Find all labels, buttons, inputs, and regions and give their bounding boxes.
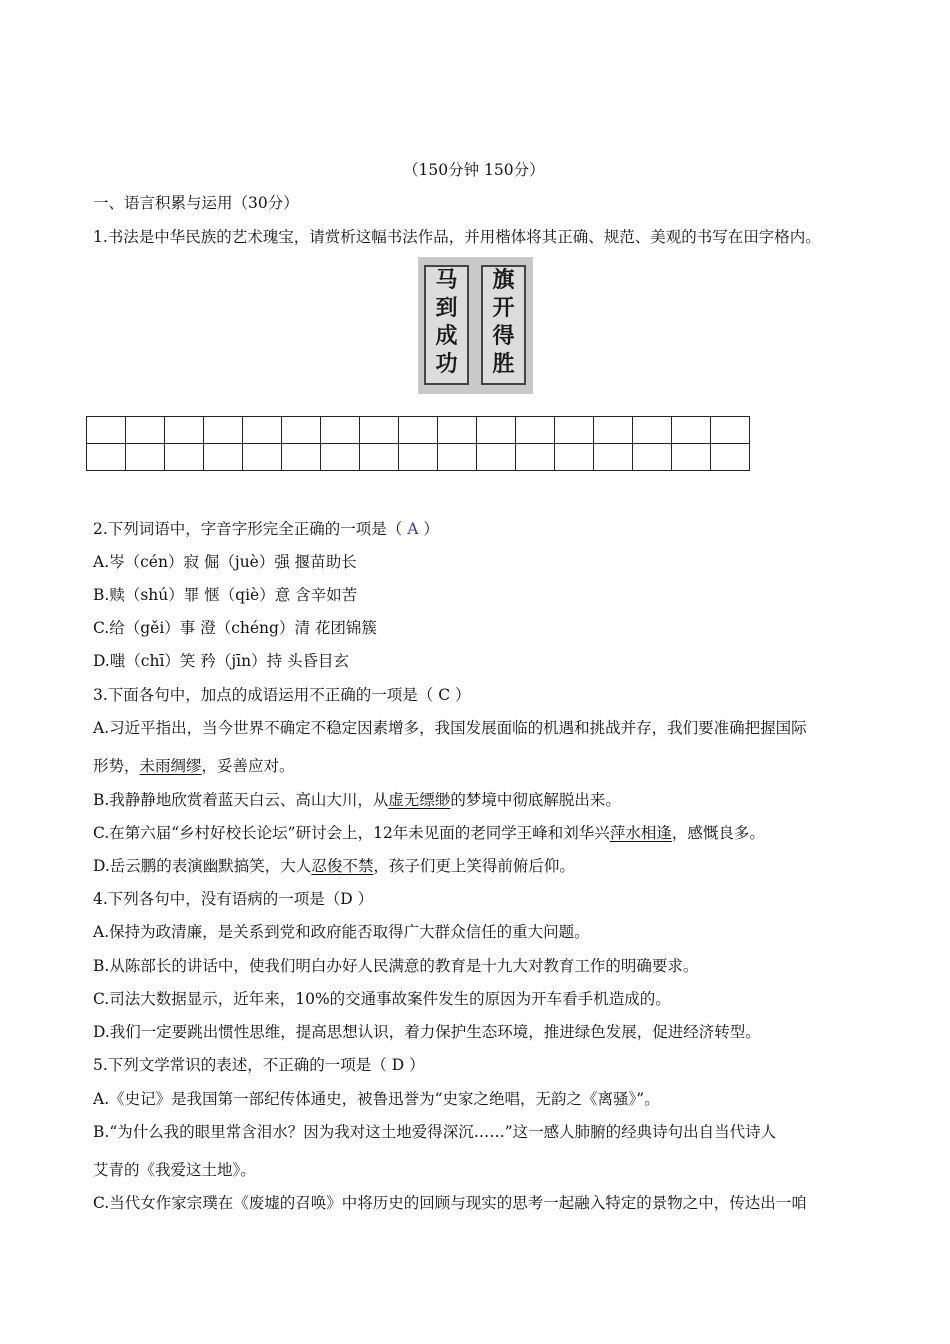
question-4-option-c: C.司法大数据显示，近年来，10%的交通事故案件发生的原因为开车看手机造成的。: [93, 990, 671, 1008]
question-5-option-b-line2: 艾青的《我爱这土地》。: [93, 1161, 256, 1179]
question-3-stem: 3.下面各句中，加点的成语运用不正确的一项是（ C ）: [93, 686, 471, 704]
calligraphy-left-panel: [424, 265, 469, 385]
question-4-option-d: D.我们一定要跳出惯性思维，提高思想认识，着力保护生态环境，推进绿色发展，促进经济转型。: [93, 1023, 761, 1041]
grid-cell[interactable]: [243, 444, 282, 471]
grid-cell[interactable]: [399, 417, 438, 444]
question-2-stem: [93, 519, 439, 539]
calligraphy-char: 旗: [492, 268, 515, 293]
grid-cell[interactable]: [555, 417, 594, 444]
text-segment: ，孩子们更上笑得前俯后仰。: [373, 857, 575, 875]
question-2-option-d: D.嗤（chī）笑 矜（jīn）持 头昏目玄: [93, 652, 350, 670]
question-5-option-c-line1: C.当代女作家宗璞在《废墟的召唤》中将历史的回顾与现实的思考一起融入特定的景物之中，传达出一咱: [93, 1194, 807, 1212]
text-segment: C.在第六届“乡村好校长论坛”研讨会上，12年未见面的老同学王峰和刘华兴: [93, 824, 610, 842]
grid-cell[interactable]: [516, 417, 555, 444]
grid-cell[interactable]: [126, 444, 165, 471]
question-3-option-a-line2: [93, 756, 295, 776]
question-3-option-c: [93, 823, 765, 843]
grid-cell[interactable]: [633, 444, 672, 471]
text-segment: 形势，: [93, 757, 140, 775]
grid-cell[interactable]: [399, 444, 438, 471]
idiom-underlined: 未雨绸缪: [139, 757, 202, 775]
question-2-answer: A: [407, 520, 419, 538]
text-segment: D.岳云鹏的表演幽默搞笑，大人: [93, 857, 312, 875]
idiom-underlined: 萍水相逢: [609, 824, 672, 842]
grid-cell[interactable]: [711, 444, 750, 471]
grid-cell[interactable]: [321, 444, 360, 471]
calligraphy-char: 马: [435, 268, 458, 293]
writing-grid: [86, 416, 750, 471]
grid-cell[interactable]: [516, 444, 555, 471]
calligraphy-right-panel: [481, 265, 526, 385]
text-segment: ，感慨良多。: [671, 824, 765, 842]
idiom-underlined: 虚无缥缈: [388, 791, 451, 809]
grid-cell[interactable]: [438, 417, 477, 444]
grid-cell[interactable]: [165, 417, 204, 444]
writing-grid-row: [87, 444, 750, 471]
section-title: 一、语言积累与运用（30分）: [93, 194, 299, 212]
question-2-option-c: C.给（gěi）事 澄（chéng）清 花团锦簇: [93, 619, 377, 637]
question-5-option-b-line1: B.“为什么我的眼里常含泪水？因为我对这土地爱得深沉……”这一感人肺腑的经典诗句出自当代诗人: [93, 1123, 777, 1141]
writing-grid-row: [87, 417, 750, 444]
question-3-option-d: [93, 856, 575, 876]
calligraphy-char: 胜: [492, 352, 515, 377]
question-5-option-a: A.《史记》是我国第一部纪传体通史，被鲁迅誉为“史家之绝唱，无韵之《离骚》”。: [93, 1090, 660, 1108]
text-segment: ，妥善应对。: [201, 757, 295, 775]
calligraphy-char: 成: [435, 324, 458, 349]
grid-cell[interactable]: [672, 444, 711, 471]
grid-cell[interactable]: [672, 417, 711, 444]
grid-cell[interactable]: [360, 444, 399, 471]
grid-cell[interactable]: [477, 417, 516, 444]
question-2-option-b: B.赎（shú）罪 惬（qiè）意 含辛如苦: [93, 586, 358, 604]
idiom-underlined: 忍俊不禁: [311, 857, 374, 875]
grid-cell[interactable]: [282, 444, 321, 471]
grid-cell[interactable]: [165, 444, 204, 471]
grid-cell[interactable]: [282, 417, 321, 444]
grid-cell[interactable]: [204, 444, 243, 471]
question-2-stem-text: 2.下列词语中，字音字形完全正确的一项是（: [93, 520, 408, 538]
question-3-option-b: [93, 790, 621, 810]
question-4-stem: 4.下列各句中，没有语病的一项是（D ）: [93, 890, 374, 908]
question-1-stem: 1.书法是中华民族的艺术瑰宝，请赏析这幅书法作品，并用楷体将其正确、规范、美观的书写在田字格内。: [93, 228, 821, 246]
calligraphy-char: 功: [435, 352, 458, 377]
question-5-stem: 5.下列文学常识的表述，不正确的一项是（ D ）: [93, 1056, 425, 1074]
question-4-option-a: A.保持为政清廉，是关系到党和政府能否取得广大群众信任的重大问题。: [93, 923, 590, 941]
grid-cell[interactable]: [438, 444, 477, 471]
grid-cell[interactable]: [594, 417, 633, 444]
grid-cell[interactable]: [477, 444, 516, 471]
exam-duration: （150分钟 150分）: [403, 161, 545, 179]
grid-cell[interactable]: [126, 417, 165, 444]
question-3-option-a-line1: A.习近平指出，当今世界不确定不稳定因素增多，我国发展面临的机遇和挑战并存，我们要准确把握国际: [93, 719, 807, 737]
calligraphy-char: 开: [492, 296, 515, 321]
question-2-stem-close: ）: [418, 520, 439, 538]
grid-cell[interactable]: [87, 444, 126, 471]
grid-cell[interactable]: [204, 417, 243, 444]
grid-cell[interactable]: [321, 417, 360, 444]
grid-cell[interactable]: [360, 417, 399, 444]
text-segment: B.我静静地欣赏着蓝天白云、高山大川，从: [93, 791, 389, 809]
grid-cell[interactable]: [555, 444, 594, 471]
calligraphy-char: 得: [492, 324, 515, 349]
grid-cell[interactable]: [87, 417, 126, 444]
calligraphy-char: 到: [435, 296, 458, 321]
text-segment: 的梦境中彻底解脱出来。: [450, 791, 621, 809]
grid-cell[interactable]: [594, 444, 633, 471]
grid-cell[interactable]: [711, 417, 750, 444]
question-2-option-a: A.岑（cén）寂 倔（juè）强 揠苗助长: [93, 553, 357, 571]
grid-cell[interactable]: [633, 417, 672, 444]
question-4-option-b: B.从陈部长的讲话中，使我们明白办好人民满意的教育是十九大对教育工作的明确要求。: [93, 957, 699, 975]
calligraphy-image: [418, 257, 533, 394]
grid-cell[interactable]: [243, 417, 282, 444]
